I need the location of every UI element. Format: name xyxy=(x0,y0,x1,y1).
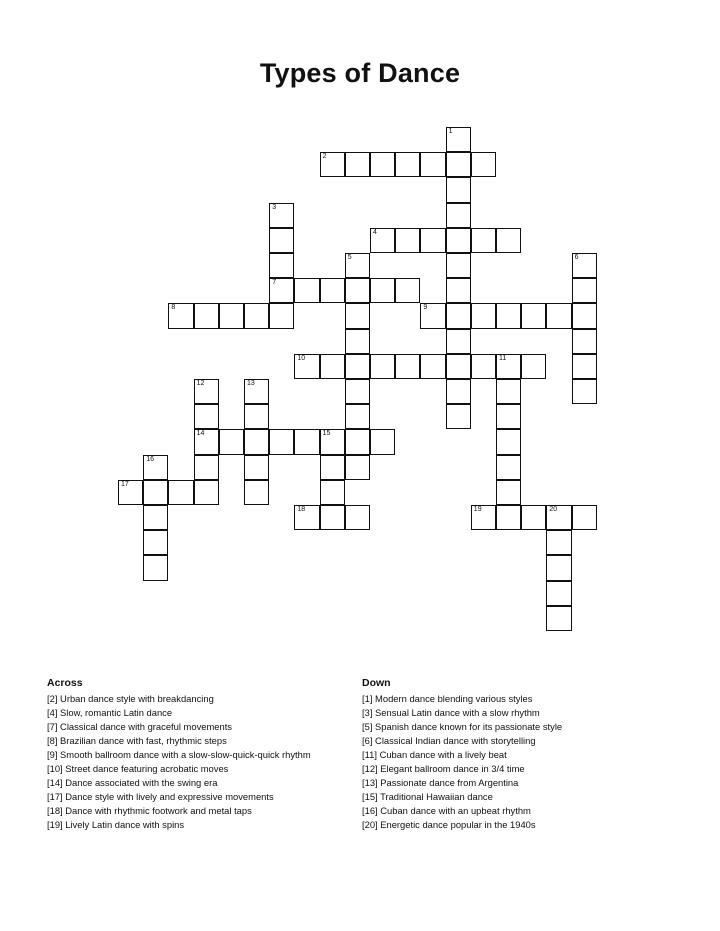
down-clue-13: [13] Passionate dance from Argentina xyxy=(362,777,519,788)
grid-cell xyxy=(345,404,370,429)
grid-cell xyxy=(345,429,370,454)
grid-cell xyxy=(420,354,445,379)
cell-number: 17 xyxy=(121,480,129,488)
grid-cell xyxy=(294,429,319,454)
cell-number: 15 xyxy=(322,430,331,438)
grid-cell xyxy=(471,228,496,253)
grid-cell xyxy=(269,278,294,303)
cell-number: 19 xyxy=(473,506,482,513)
across-clue-2: [2] Urban dance style with breakdancing xyxy=(47,693,214,704)
grid-cell xyxy=(572,505,597,530)
grid-cell xyxy=(446,278,471,303)
grid-cell xyxy=(143,480,168,505)
grid-cell xyxy=(345,455,370,480)
grid-cell xyxy=(320,278,345,303)
cell-number: 3 xyxy=(272,203,277,211)
grid-cell xyxy=(496,354,521,379)
grid-cell xyxy=(320,455,345,480)
grid-cell xyxy=(446,379,471,404)
grid-cell xyxy=(194,480,219,505)
down-clue-11: [11] Cuban dance with a lively beat xyxy=(362,749,507,760)
grid-cell xyxy=(345,354,370,379)
grid-cell xyxy=(546,581,571,606)
down-clue-3: [3] Sensual Latin dance with a slow rhythm xyxy=(362,707,540,718)
cell-number: 4 xyxy=(373,228,377,236)
grid-cell xyxy=(143,555,168,580)
grid-cell xyxy=(496,379,521,404)
grid-cell xyxy=(244,429,269,454)
across-clue-7: [7] Classical dance with graceful movements xyxy=(47,721,232,732)
grid-cell xyxy=(446,303,471,328)
across-clue-19: [19] Lively Latin dance with spins xyxy=(47,819,185,830)
grid-cell xyxy=(345,303,370,328)
grid-cell xyxy=(194,303,219,328)
grid-cell xyxy=(143,530,168,555)
grid-cell xyxy=(446,329,471,354)
grid-cell xyxy=(194,379,219,404)
grid-cell xyxy=(143,505,168,530)
grid-cell xyxy=(395,278,420,303)
grid-cell xyxy=(244,404,269,429)
grid-cell xyxy=(496,455,521,480)
grid-cell xyxy=(294,278,319,303)
cell-number: 9 xyxy=(423,304,428,312)
grid-cell xyxy=(496,429,521,454)
grid-cell xyxy=(194,404,219,429)
grid-cell xyxy=(446,228,471,253)
grid-cell xyxy=(219,303,244,328)
grid-cell xyxy=(320,429,345,454)
grid-cell xyxy=(572,354,597,379)
cell-number: 11 xyxy=(499,354,507,362)
grid-cell xyxy=(446,203,471,228)
grid-cell xyxy=(370,152,395,177)
grid-cell xyxy=(320,354,345,379)
cell-number: 2 xyxy=(322,153,327,161)
grid-cell xyxy=(269,303,294,328)
grid-cell xyxy=(395,228,420,253)
cell-number: 14 xyxy=(196,430,205,438)
grid-cell xyxy=(546,606,571,631)
grid-cell xyxy=(395,354,420,379)
grid-cell xyxy=(269,429,294,454)
grid-cell xyxy=(446,152,471,177)
grid-cell xyxy=(446,127,471,152)
down-heading: Down xyxy=(362,677,391,689)
grid-cell xyxy=(345,329,370,354)
grid-cell xyxy=(370,429,395,454)
grid-cell xyxy=(572,379,597,404)
grid-cell xyxy=(118,480,143,505)
grid-cell xyxy=(471,303,496,328)
grid-cell xyxy=(496,480,521,505)
cell-number: 20 xyxy=(549,506,558,513)
down-clue-1: [1] Modern dance blending various styles xyxy=(362,693,533,704)
grid-cell xyxy=(572,253,597,278)
grid-cell xyxy=(496,404,521,429)
across-clue-18: [18] Dance with rhythmic footwork and metal taps xyxy=(47,805,252,816)
grid-cell xyxy=(572,278,597,303)
grid-cell xyxy=(345,278,370,303)
grid-cell xyxy=(546,303,571,328)
grid-cell xyxy=(446,354,471,379)
across-clue-4: [4] Slow, romantic Latin dance xyxy=(47,707,173,718)
grid-cell xyxy=(269,253,294,278)
cell-number: 5 xyxy=(347,254,352,261)
grid-cell xyxy=(471,505,496,530)
grid-cell xyxy=(420,152,445,177)
grid-cell xyxy=(370,278,395,303)
cell-number: 7 xyxy=(272,279,277,287)
grid-cell xyxy=(143,455,168,480)
cell-number: 16 xyxy=(146,455,154,463)
grid-cell xyxy=(320,152,345,177)
down-clues xyxy=(362,676,662,832)
grid-cell xyxy=(244,480,269,505)
cell-number: 1 xyxy=(448,128,453,135)
grid-cell xyxy=(446,177,471,202)
grid-cell xyxy=(420,303,445,328)
grid-cell xyxy=(446,253,471,278)
grid-cell xyxy=(345,253,370,278)
cell-number: 10 xyxy=(297,354,306,362)
cell-number: 6 xyxy=(574,254,579,261)
grid-cell xyxy=(269,228,294,253)
grid-cell xyxy=(370,228,395,253)
grid-cell xyxy=(168,480,193,505)
grid-cell xyxy=(244,379,269,404)
across-clues xyxy=(47,676,347,832)
across-clue-17: [17] Dance style with lively and expressive movements xyxy=(47,791,274,802)
grid-cell xyxy=(320,480,345,505)
grid-cell xyxy=(521,303,546,328)
grid-cell xyxy=(294,354,319,379)
puzzle-title: Types of Dance xyxy=(259,58,461,88)
down-clue-5: [5] Spanish dance known for its passionate style xyxy=(362,721,563,732)
cell-number: 12 xyxy=(196,380,205,387)
grid-cell xyxy=(420,228,445,253)
down-clue-12: [12] Elegant ballroom dance in 3/4 time xyxy=(362,763,525,774)
cell-number: 18 xyxy=(297,506,306,513)
grid-cell xyxy=(546,530,571,555)
grid-cell xyxy=(446,404,471,429)
grid-cell xyxy=(269,203,294,228)
grid-cell xyxy=(521,505,546,530)
down-clue-6: [6] Classical Indian dance with storytelling xyxy=(362,735,536,746)
grid-cell xyxy=(345,379,370,404)
grid-cell xyxy=(572,303,597,328)
across-clue-9: [9] Smooth ballroom dance with a slow-slow-quick-quick rhythm xyxy=(47,749,311,760)
down-clue-15: [15] Traditional Hawaiian dance xyxy=(362,791,493,802)
grid-cell xyxy=(471,152,496,177)
grid-cell xyxy=(194,455,219,480)
grid-cell xyxy=(320,505,345,530)
grid-cell xyxy=(370,354,395,379)
grid-cell xyxy=(471,354,496,379)
grid-cell xyxy=(496,505,521,530)
grid-cell xyxy=(244,455,269,480)
grid-cell xyxy=(395,152,420,177)
grid-cell xyxy=(194,429,219,454)
down-clue-20: [20] Energetic dance popular in the 1940s xyxy=(362,819,536,830)
cell-number: 8 xyxy=(171,304,176,312)
grid-cell xyxy=(496,303,521,328)
cell-number: 13 xyxy=(247,380,255,387)
grid-cell xyxy=(244,303,269,328)
grid-cell xyxy=(345,505,370,530)
across-clue-8: [8] Brazilian dance with fast, rhythmic steps xyxy=(47,735,227,746)
grid-cell xyxy=(496,228,521,253)
across-clue-10: [10] Street dance featuring acrobatic moves xyxy=(47,763,229,774)
grid-cell xyxy=(168,303,193,328)
grid-cell xyxy=(546,555,571,580)
across-clue-14: [14] Dance associated with the swing era xyxy=(47,777,218,788)
down-clue-16: [16] Cuban dance with an upbeat rhythm xyxy=(362,805,531,816)
grid-cell xyxy=(294,505,319,530)
grid-cell xyxy=(345,152,370,177)
grid-cell xyxy=(521,354,546,379)
grid-cell xyxy=(219,429,244,454)
across-heading: Across xyxy=(47,677,83,689)
grid-cell xyxy=(546,505,571,530)
grid-cell xyxy=(572,329,597,354)
